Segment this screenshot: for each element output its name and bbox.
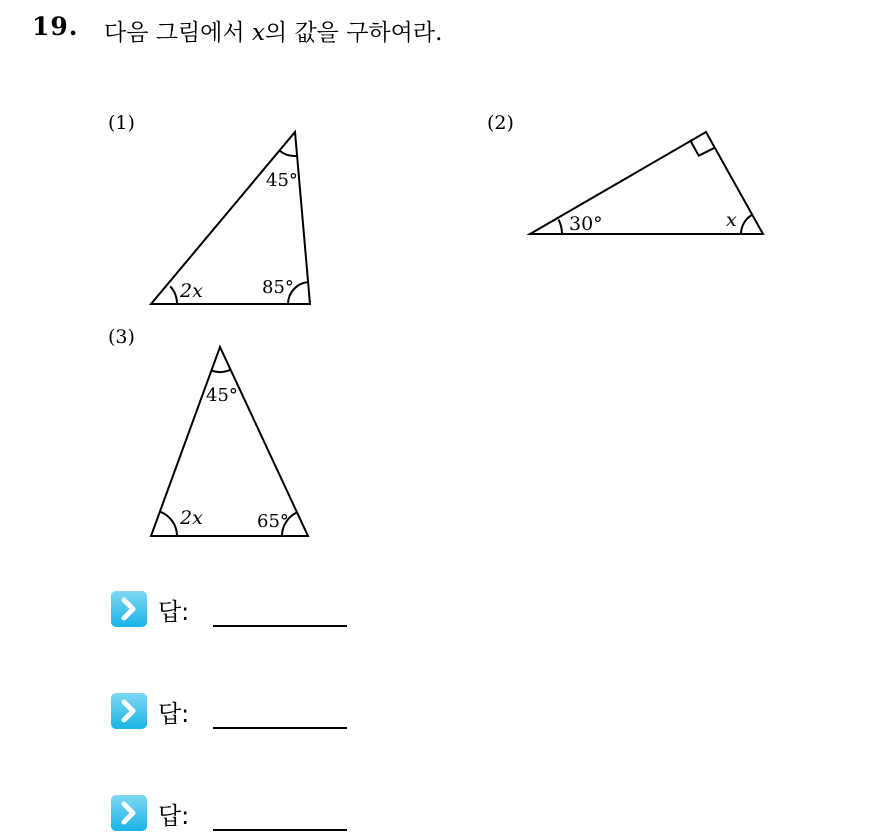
triangle-2-angle-arc-left bbox=[559, 220, 563, 234]
triangle-2-angle-right: x bbox=[726, 209, 737, 231]
answer-blank[interactable] bbox=[213, 727, 347, 729]
triangle-1-angle-arc-left bbox=[170, 286, 177, 304]
triangle-3-angle-top: 45° bbox=[206, 385, 238, 406]
triangle-3-outline bbox=[151, 347, 308, 536]
triangle-3-angle-arc-top bbox=[211, 370, 231, 372]
triangle-3-angle-arc-left bbox=[161, 512, 177, 536]
answer-blank[interactable] bbox=[213, 829, 347, 831]
triangle-2-angle-left: 30° bbox=[569, 213, 603, 235]
question-text-after: 의 값을 구하여라. bbox=[264, 20, 443, 46]
triangle-3-angle-left: 2x bbox=[180, 507, 203, 529]
chevron-right-icon bbox=[110, 590, 148, 628]
answer-blank[interactable] bbox=[213, 625, 347, 627]
problem-label-2: (2) bbox=[487, 112, 514, 134]
triangle-1-angle-top: 45° bbox=[266, 170, 298, 191]
chevron-right-icon bbox=[110, 692, 148, 730]
triangle-1-angle-right: 85° bbox=[262, 277, 294, 298]
triangle-2-angle-arc-right bbox=[741, 215, 752, 234]
triangle-3-angle-right: 65° bbox=[257, 511, 289, 532]
answer-label: 답: bbox=[158, 802, 190, 830]
question-text-before: 다음 그림에서 bbox=[104, 20, 252, 46]
problem-label-3: (3) bbox=[108, 326, 135, 348]
triangle-1-angle-left: 2x bbox=[180, 280, 203, 302]
answer-label: 답: bbox=[158, 700, 190, 728]
triangle-3 bbox=[151, 347, 308, 536]
chevron-right-icon bbox=[110, 794, 148, 832]
question-number: 19. bbox=[32, 12, 79, 41]
answer-label: 답: bbox=[158, 598, 190, 626]
question-variable: x bbox=[251, 20, 265, 46]
triangle-1-angle-arc-top bbox=[279, 150, 297, 156]
problem-label-1: (1) bbox=[108, 112, 135, 134]
